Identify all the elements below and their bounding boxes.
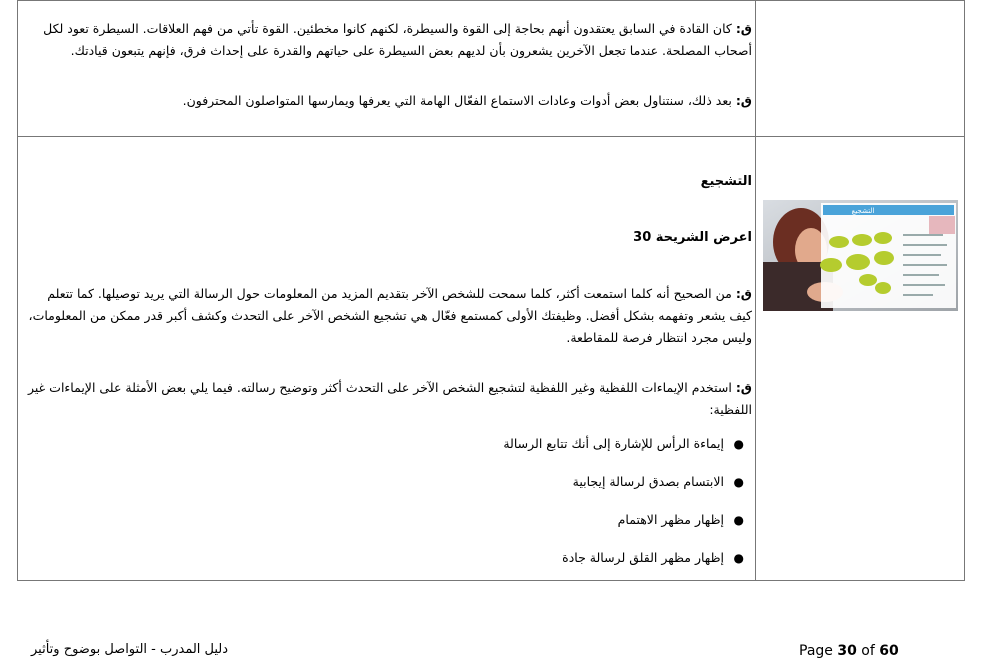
- bullet-icon: ●: [733, 437, 744, 451]
- list-item: ● إيماءة الرأس للإشارة إلى أنك تتابع الرسالة: [26, 433, 752, 471]
- section-heading: التشجيع: [700, 174, 752, 189]
- page-number: Page 30 of 60: [799, 643, 899, 659]
- row1-paragraph-2: ق: بعد ذلك، سنتناول بعض أدوات وعادات الاستماع الفعّال الهامة التي يعرفها ويمارسها المتواصلون المحترفون.: [182, 93, 752, 108]
- footer-guide-title: دليل المدرب - التواصل بوضوح وتأثير: [31, 642, 229, 657]
- bullet-icon: ●: [733, 475, 744, 489]
- list-item: ● إظهار مظهر الاهتمام: [26, 509, 752, 547]
- slide-thumbnail-illustration: [763, 200, 958, 311]
- row2-paragraph-1: ق: من الصحيح أنه كلما استمعت أكثر، كلما سمحت للشخص الآخر بتقديم المزيد من المعلومات حول الرسالة التي يريد توصيلها. كما تتعلم كيف يشعر وتفهمه بشكل أفضل. وظيفتك الأولى كمستمع فعّال هي تشجيع الشخص الآخر على التحدث وكشف أكبر قدر ممكن من المعلومات، وليس مجرد انتظار فرصة للمقاطعة.: [28, 286, 752, 345]
- slide-thumbnail-title: التشجيع: [851, 207, 875, 215]
- bullet-icon: ●: [733, 513, 744, 527]
- bullet-icon: ●: [733, 551, 744, 565]
- gesture-bullet-list: [26, 433, 752, 585]
- row-divider: [18, 136, 964, 137]
- row1-paragraph-1: ق: كان القادة في السابق يعتقدون أنهم بحاجة إلى القوة والسيطرة، لكنهم كانوا مخطئين. القوة تأتي من فهم العلاقات. السيطرة تعود لكل أصحاب المصلحة. عندما تجعل الآخرين يشعرون بأن لديهم بعض السيطرة على حياتهم والقدرة على إحداث فرق، فإنهم يتبعون قيادتك.: [43, 21, 752, 58]
- slide-thumbnail: [763, 200, 958, 311]
- row2-text-cell: [26, 171, 752, 585]
- column-divider: [755, 1, 756, 580]
- slide-instruction: اعرض الشريحة 30: [633, 230, 752, 245]
- list-item: ● الابتسام بصدق لرسالة إيجابية: [26, 471, 752, 509]
- row1-text-cell: [26, 18, 752, 112]
- list-item: ● إظهار مظهر القلق لرسالة جادة: [26, 547, 752, 585]
- row2-paragraph-2: ق: استخدم الإيماءات اللفظية وغير اللفظية لتشجيع الشخص الآخر على التحدث أكثر وتوضيح رسالته. فيما يلي بعض الأمثلة على الإيماءات غير اللفظية:: [28, 380, 752, 417]
